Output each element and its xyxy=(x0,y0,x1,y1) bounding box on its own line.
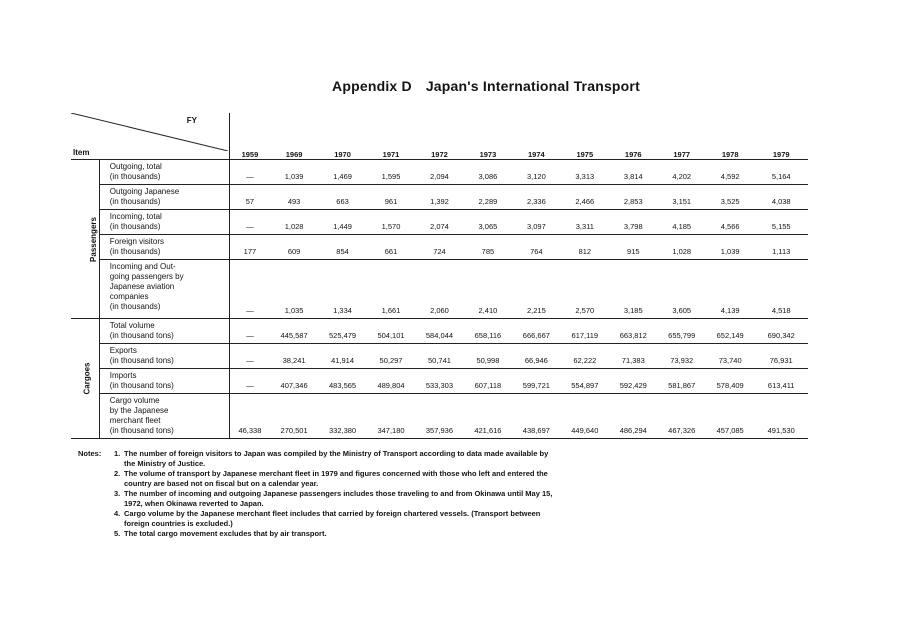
value-cell: 655,799 xyxy=(658,319,706,344)
value-cell: 1,028 xyxy=(270,210,318,235)
value-cell: 486,294 xyxy=(609,394,657,439)
value-cell: 4,518 xyxy=(754,260,808,319)
value-cell: 666,667 xyxy=(512,319,560,344)
page-title xyxy=(0,78,902,94)
value-cell: 504,101 xyxy=(367,319,415,344)
notes-section xyxy=(78,449,558,540)
row-label: Exports (in thousand tons) xyxy=(99,344,229,369)
note-text: Cargo volume by the Japanese merchant fleet includes that carried by foreign chartered vessels. (Transport between foreign countries is excluded.) xyxy=(124,509,541,528)
value-cell: — xyxy=(230,160,270,185)
value-cell: — xyxy=(230,369,270,394)
note-item xyxy=(114,489,558,508)
value-cell: 50,741 xyxy=(415,344,463,369)
note-number: 2. xyxy=(114,469,121,478)
value-cell: 467,326 xyxy=(658,394,706,439)
value-cell: 1,595 xyxy=(367,160,415,185)
value-cell: 3,086 xyxy=(464,160,512,185)
value-cell: 554,897 xyxy=(561,369,609,394)
value-cell: 1,449 xyxy=(318,210,366,235)
value-cell: 3,185 xyxy=(609,260,657,319)
value-cell: 270,501 xyxy=(270,394,318,439)
table-row xyxy=(71,210,808,235)
value-cell: 1,035 xyxy=(270,260,318,319)
value-cell: 1,113 xyxy=(754,235,808,260)
value-cell: 915 xyxy=(609,235,657,260)
note-item xyxy=(114,449,558,468)
notes-list xyxy=(78,449,558,539)
value-cell: 525,479 xyxy=(318,319,366,344)
value-cell: 3,798 xyxy=(609,210,657,235)
row-label: Outgoing Japanese (in thousands) xyxy=(99,185,229,210)
note-number: 1. xyxy=(114,449,121,458)
row-label: Outgoing, total (in thousands) xyxy=(99,160,229,185)
note-text: The volume of transport by Japanese merchant fleet in 1979 and figures concerned with those who left and entered the country are based not on fiscal but on a calendar year. xyxy=(124,469,548,488)
year-header: 1973 xyxy=(464,113,512,160)
value-cell: 50,297 xyxy=(367,344,415,369)
row-label: Imports (in thousand tons) xyxy=(99,369,229,394)
value-cell: 46,338 xyxy=(230,394,270,439)
value-cell: 73,740 xyxy=(706,344,754,369)
value-cell: 599,721 xyxy=(512,369,560,394)
value-cell: 57 xyxy=(230,185,270,210)
table-row xyxy=(71,344,808,369)
value-cell: 1,469 xyxy=(318,160,366,185)
notes-heading: Notes: xyxy=(78,449,102,458)
value-cell: 449,640 xyxy=(561,394,609,439)
value-cell: 3,525 xyxy=(706,185,754,210)
value-cell: 578,409 xyxy=(706,369,754,394)
value-cell: 533,303 xyxy=(415,369,463,394)
value-cell: 491,530 xyxy=(754,394,808,439)
value-cell: 661 xyxy=(367,235,415,260)
note-text: The number of foreign visitors to Japan was compiled by the Ministry of Transport according to data made available by the Ministry of Justice. xyxy=(124,449,549,468)
value-cell: 4,592 xyxy=(706,160,754,185)
value-cell: 5,155 xyxy=(754,210,808,235)
value-cell: 4,185 xyxy=(658,210,706,235)
value-cell: 2,289 xyxy=(464,185,512,210)
group-label xyxy=(71,319,99,439)
value-cell: 2,094 xyxy=(415,160,463,185)
value-cell: 1,570 xyxy=(367,210,415,235)
value-cell: — xyxy=(230,319,270,344)
value-cell: 4,202 xyxy=(658,160,706,185)
note-item xyxy=(114,529,558,539)
value-cell: 3,097 xyxy=(512,210,560,235)
table-row xyxy=(71,394,808,439)
value-cell: 1,039 xyxy=(706,235,754,260)
value-cell: 581,867 xyxy=(658,369,706,394)
value-cell: 41,914 xyxy=(318,344,366,369)
table-row xyxy=(71,235,808,260)
value-cell: — xyxy=(230,260,270,319)
header-row xyxy=(71,113,808,160)
value-cell: 2,074 xyxy=(415,210,463,235)
table-row xyxy=(71,319,808,344)
year-header: 1977 xyxy=(658,113,706,160)
value-cell: 4,038 xyxy=(754,185,808,210)
group-name: Passengers xyxy=(88,216,98,262)
value-cell: 3,120 xyxy=(512,160,560,185)
value-cell: 2,410 xyxy=(464,260,512,319)
value-cell: 3,605 xyxy=(658,260,706,319)
value-cell: 493 xyxy=(270,185,318,210)
value-cell: 3,311 xyxy=(561,210,609,235)
value-cell: 1,392 xyxy=(415,185,463,210)
diagonal-divider xyxy=(71,113,228,151)
appendix-label: Appendix D xyxy=(332,78,412,94)
transport-table xyxy=(71,113,808,439)
value-cell: 617,119 xyxy=(561,319,609,344)
value-cell: 5,164 xyxy=(754,160,808,185)
year-header: 1976 xyxy=(609,113,657,160)
value-cell: 3,814 xyxy=(609,160,657,185)
year-header: 1979 xyxy=(754,113,808,160)
value-cell: 73,932 xyxy=(658,344,706,369)
value-cell: 347,180 xyxy=(367,394,415,439)
group-label xyxy=(71,160,99,319)
value-cell: 1,661 xyxy=(367,260,415,319)
note-text: The total cargo movement excludes that by air transport. xyxy=(124,529,327,538)
value-cell: 50,998 xyxy=(464,344,512,369)
item-label: Item xyxy=(73,148,90,157)
value-cell: 445,587 xyxy=(270,319,318,344)
row-label: Foreign visitors (in thousands) xyxy=(99,235,229,260)
value-cell: 785 xyxy=(464,235,512,260)
value-cell: 584,044 xyxy=(415,319,463,344)
value-cell: 4,139 xyxy=(706,260,754,319)
row-label: Total volume (in thousand tons) xyxy=(99,319,229,344)
value-cell: 38,241 xyxy=(270,344,318,369)
row-label: Incoming, total (in thousands) xyxy=(99,210,229,235)
value-cell: 76,931 xyxy=(754,344,808,369)
group-name: Cargoes xyxy=(82,362,92,395)
value-cell: 764 xyxy=(512,235,560,260)
year-header: 1971 xyxy=(367,113,415,160)
value-cell: 854 xyxy=(318,235,366,260)
value-cell: 609 xyxy=(270,235,318,260)
value-cell: 690,342 xyxy=(754,319,808,344)
value-cell: 2,570 xyxy=(561,260,609,319)
year-header: 1975 xyxy=(561,113,609,160)
value-cell: 812 xyxy=(561,235,609,260)
value-cell: 332,380 xyxy=(318,394,366,439)
year-header: 1970 xyxy=(318,113,366,160)
row-label: Cargo volume by the Japanese merchant fleet (in thousand tons) xyxy=(99,394,229,439)
year-header: 1978 xyxy=(706,113,754,160)
value-cell: 1,039 xyxy=(270,160,318,185)
fy-label: FY xyxy=(186,116,197,125)
value-cell: — xyxy=(230,210,270,235)
table-row xyxy=(71,185,808,210)
note-item xyxy=(114,509,558,528)
value-cell: 357,936 xyxy=(415,394,463,439)
value-cell: 2,215 xyxy=(512,260,560,319)
value-cell: 1,334 xyxy=(318,260,366,319)
header-corner xyxy=(71,113,230,160)
value-cell: 66,946 xyxy=(512,344,560,369)
value-cell: 489,804 xyxy=(367,369,415,394)
note-number: 3. xyxy=(114,489,121,498)
value-cell: 421,616 xyxy=(464,394,512,439)
value-cell: 2,853 xyxy=(609,185,657,210)
value-cell: 62,222 xyxy=(561,344,609,369)
value-cell: 961 xyxy=(367,185,415,210)
value-cell: 2,466 xyxy=(561,185,609,210)
value-cell: 438,697 xyxy=(512,394,560,439)
value-cell: 4,566 xyxy=(706,210,754,235)
value-cell: 613,411 xyxy=(754,369,808,394)
year-header: 1974 xyxy=(512,113,560,160)
value-cell: 592,429 xyxy=(609,369,657,394)
value-cell: 2,060 xyxy=(415,260,463,319)
value-cell: 177 xyxy=(230,235,270,260)
value-cell: — xyxy=(230,344,270,369)
table-row xyxy=(71,160,808,185)
value-cell: 71,383 xyxy=(609,344,657,369)
value-cell: 3,065 xyxy=(464,210,512,235)
year-header: 1972 xyxy=(415,113,463,160)
note-number: 4. xyxy=(114,509,121,518)
table-row xyxy=(71,260,808,319)
table-row xyxy=(71,369,808,394)
note-item xyxy=(114,469,558,488)
value-cell: 663 xyxy=(318,185,366,210)
note-text: The number of incoming and outgoing Japanese passengers includes those traveling to and from Okinawa until May 15, 1972, when Okinawa reverted to Japan. xyxy=(124,489,553,508)
table-title: Japan's International Transport xyxy=(425,78,640,94)
value-cell: 724 xyxy=(415,235,463,260)
year-header: 1969 xyxy=(270,113,318,160)
value-cell: 407,346 xyxy=(270,369,318,394)
value-cell: 607,118 xyxy=(464,369,512,394)
value-cell: 457,085 xyxy=(706,394,754,439)
value-cell: 483,565 xyxy=(318,369,366,394)
note-number: 5. xyxy=(114,529,121,538)
value-cell: 652,149 xyxy=(706,319,754,344)
value-cell: 658,116 xyxy=(464,319,512,344)
row-label: Incoming and Out- going passengers by Japanese aviation companies (in thousands) xyxy=(99,260,229,319)
value-cell: 3,151 xyxy=(658,185,706,210)
value-cell: 2,336 xyxy=(512,185,560,210)
year-header: 1959 xyxy=(230,113,270,160)
value-cell: 663,812 xyxy=(609,319,657,344)
value-cell: 1,028 xyxy=(658,235,706,260)
value-cell: 3,313 xyxy=(561,160,609,185)
